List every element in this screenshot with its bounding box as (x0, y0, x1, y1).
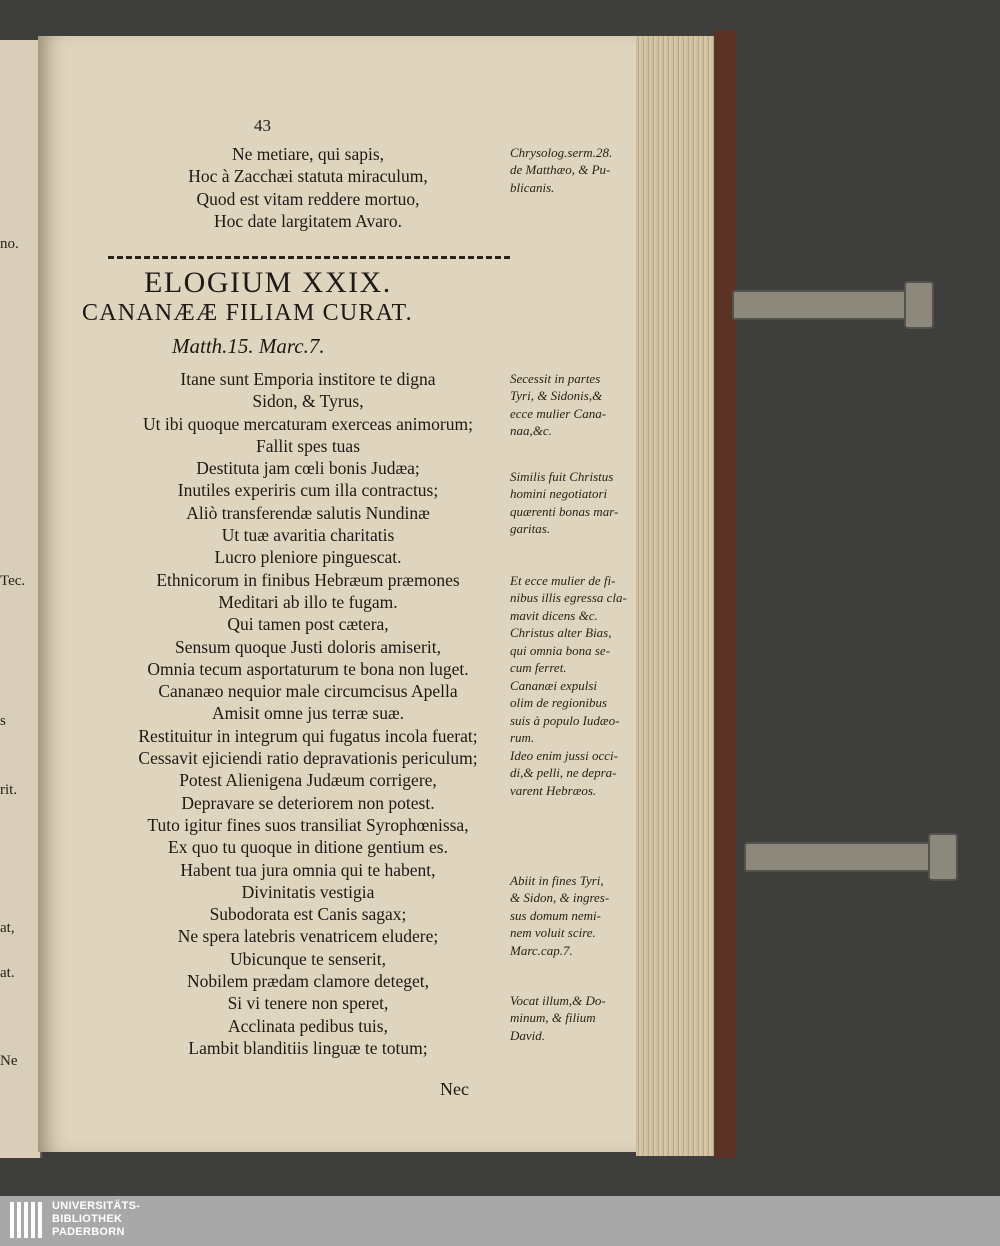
verse-line: Lambit blanditiis linguæ te totum; (188, 1037, 428, 1058)
verse-line: Sidon, & Tyrus, (252, 391, 364, 412)
page-edges (636, 36, 724, 1156)
verse-line: Nobilem prædam clamore deteget, (186, 971, 429, 992)
margin-note (510, 747, 618, 799)
margin-note (510, 572, 627, 676)
left-fragment: s (0, 713, 6, 729)
margin-line: Secessit in partes (510, 371, 601, 386)
left-fragment: Tec. (0, 573, 26, 589)
verse-line: Ubicunque te senserit, (230, 948, 386, 969)
margin-line: Christus alter Bias, (510, 625, 612, 641)
margin-note (510, 370, 606, 440)
margin-note (510, 144, 612, 196)
verse-line: Acclinata pedibus tuis, (228, 1015, 388, 1036)
library-name-line: UNIVERSITÄTS- (52, 1200, 141, 1212)
margin-line: minum, & filium (510, 1010, 596, 1026)
margin-line: mavit dicens &c. (510, 607, 598, 623)
margin-note (510, 677, 619, 747)
verse-line: Ut ibi quoque mercaturam exerceas animorum; (143, 413, 473, 434)
library-footer (0, 1196, 1000, 1246)
margin-note (510, 992, 606, 1044)
elogium-subtitle: CANANÆÆ FILIAM CURAT. (82, 300, 413, 326)
library-name-line: PADERBORN (52, 1226, 125, 1238)
library-name-line: BIBLIOTHEK (52, 1213, 123, 1225)
verse-line: Subodorata est Canis sagax; (209, 904, 407, 925)
verse-line: Si vi tenere non speret, (227, 993, 389, 1014)
verse-line: Omnia tecum asportaturum te bona non luget. (147, 658, 469, 679)
margin-line: qui omnia bona se- (510, 642, 611, 658)
verse-line: Destituta jam cœli bonis Judæa; (196, 458, 420, 479)
left-fragment: Ne (0, 1053, 18, 1069)
margin-line: Cananæi expulsi (510, 678, 598, 693)
margin-line: Ideo enim jussi occi- (510, 748, 618, 763)
margin-note (510, 468, 618, 538)
verse-line: Cessavit ejiciendi ratio depravationis periculum; (138, 748, 478, 769)
verse-line: Fallit spes tuas (255, 435, 361, 456)
verse-line: Qui tamen post cætera, (227, 614, 389, 635)
margin-line: blicanis. (510, 179, 555, 195)
verse-line: Tuto igitur fines suos transiliat Syrophœnissa, (147, 814, 469, 835)
body-verses (78, 368, 538, 1059)
scripture-reference: Matth.15. Marc.7. (172, 334, 325, 358)
verse-line: Inutiles experiris cum illa contractus; (177, 480, 439, 501)
margin-line: quærenti bonas mar- (510, 503, 619, 519)
margin-line: cum ferret. (510, 660, 567, 676)
verse-line: Ne metiare, qui sapis, (231, 144, 385, 164)
left-fragment: no. (0, 236, 19, 252)
elogium-title: ELOGIUM XXIX. (144, 266, 392, 299)
clasp-upper (732, 290, 926, 320)
verse-line: Meditari ab illo te fugam. (218, 591, 398, 612)
left-page-fragment (0, 40, 42, 1158)
margin-line: naa,&c. (510, 423, 552, 439)
book-page (38, 36, 638, 1152)
margin-line: homini negotiatori (510, 486, 608, 502)
clasp-lower (744, 842, 944, 872)
margin-line: Vocat illum,& Do- (510, 993, 606, 1008)
margin-line: ecce mulier Cana- (510, 405, 607, 421)
catchword: Nec (440, 1079, 469, 1099)
margin-line: suis à populo Iudæo- (510, 712, 620, 728)
verse-line: Ethnicorum in finibus Hebræum præmones (156, 569, 460, 590)
verse-line: Ne spera latebris venatricem eludere; (177, 926, 439, 947)
margin-line: de Matthæo, & Pu- (510, 162, 611, 178)
margin-line: Tyri, & Sidonis,& (510, 388, 603, 404)
margin-line: olim de regionibus (510, 695, 608, 711)
verse-line: Aliò transferendæ salutis Nundinæ (186, 502, 430, 523)
book-cover-edge (714, 30, 736, 1158)
verse-line: Hoc à Zacchæi statuta miraculum, (188, 166, 428, 187)
page-number: 43 (254, 116, 271, 135)
verse-line: Amisit omne jus terræ suæ. (211, 703, 404, 724)
verse-line: Sensum quoque Justi doloris amiserit, (175, 636, 441, 657)
library-logo-icon (10, 1202, 46, 1238)
margin-line: sus domum nemi- (510, 907, 601, 923)
verse-line: Itane sunt Emporia institore te digna (180, 369, 436, 389)
margin-line: rum. (510, 730, 535, 746)
verse-line: Potest Alienigena Judæum corrigere, (179, 770, 437, 791)
verse-line: Lucro pleniore pinguescat. (214, 547, 402, 568)
left-fragment: rit. (0, 782, 18, 798)
verse-line: Divinitatis vestigia (241, 881, 375, 902)
verse-line: Quod est vitam reddere mortuo, (196, 188, 420, 209)
left-fragment: at, (0, 920, 15, 936)
verse-line: Cananæo nequior male circumcisus Apella (158, 681, 458, 702)
margin-note (510, 872, 609, 959)
margin-line: Similis fuit Christus (510, 469, 614, 484)
margin-line: varent Hebræos. (510, 782, 597, 798)
library-name (52, 1200, 140, 1239)
verse-line: Habent tua jura omnia qui te habent, (180, 859, 436, 880)
margin-line: nibus illis egressa cla- (510, 590, 627, 606)
clasp-upper-tip (904, 281, 934, 329)
margin-line: nem voluit scire. (510, 925, 596, 941)
margin-line: Et ecce mulier de fi- (510, 573, 616, 588)
margin-line: Marc.cap.7. (510, 942, 573, 958)
left-fragment: at. (0, 965, 15, 981)
verse-line: Depravare se deteriorem non potest. (181, 792, 435, 813)
margin-line: garitas. (510, 521, 551, 537)
margin-line: David. (510, 1027, 546, 1043)
margin-line: Chrysolog.serm.28. (510, 145, 613, 160)
margin-line: di,& pelli, ne depra- (510, 765, 617, 781)
verse-line: Restituitur in integrum qui fugatus incola fuerat; (138, 725, 478, 746)
opening-verses (78, 143, 538, 232)
ornamental-rule (108, 256, 510, 259)
clasp-lower-tip (928, 833, 958, 881)
verse-line: Hoc date largitatem Avaro. (214, 210, 402, 231)
verse-line: Ut tuæ avaritia charitatis (221, 525, 395, 546)
margin-line: & Sidon, & ingres- (510, 890, 610, 906)
margin-line: Abiit in fines Tyri, (510, 873, 604, 888)
verse-line: Ex quo tu quoque in ditione gentium es. (168, 837, 448, 858)
